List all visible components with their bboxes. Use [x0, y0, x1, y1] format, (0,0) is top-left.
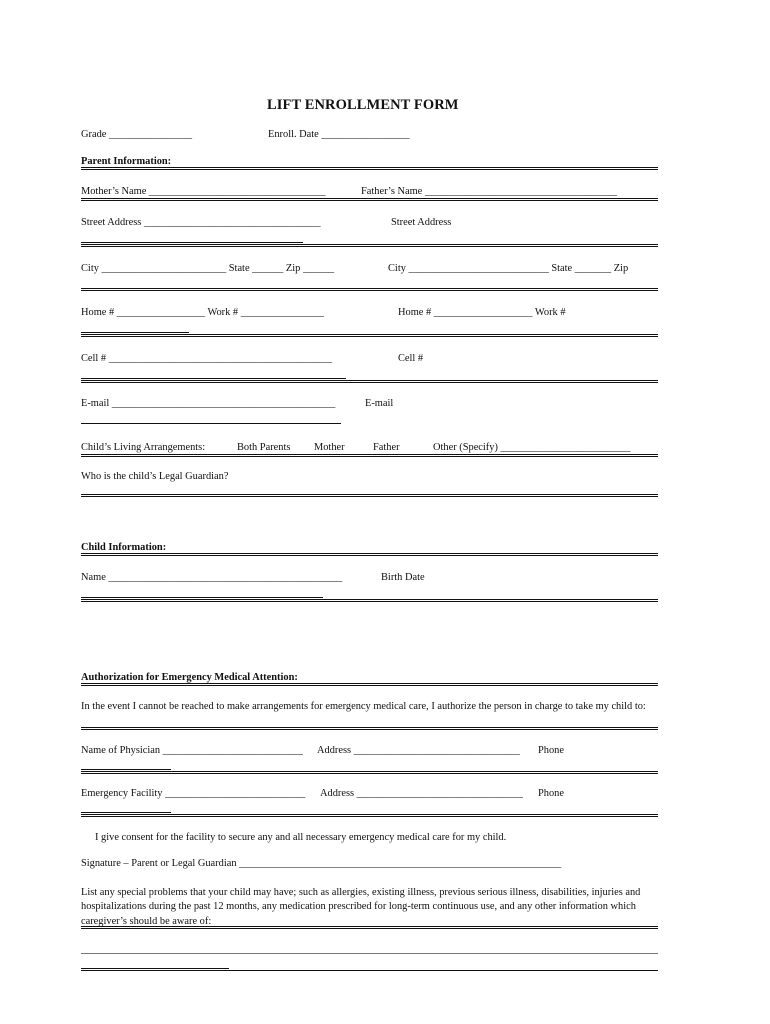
section-rule [81, 553, 658, 556]
name-line [81, 597, 323, 598]
guardian-answer-line[interactable] [81, 494, 658, 497]
physician-line [81, 769, 171, 770]
special-problems-answer-line[interactable] [81, 968, 229, 969]
work-line [81, 332, 189, 333]
row-rule [81, 288, 658, 291]
living-option-father[interactable]: Father [373, 442, 400, 453]
child-section-heading: Child Information: [81, 542, 167, 553]
row-rule [81, 926, 658, 929]
section-rule [81, 167, 658, 170]
consent-statement: I give consent for the facility to secure any and all necessary emergency medical care for my child. [95, 832, 507, 843]
mother-home-work-field[interactable]: Home # _________________ Work # ________________ [81, 307, 324, 318]
emergency-facility-field[interactable]: Emergency Facility ___________________________ [81, 788, 306, 799]
fathers-name-field[interactable]: Father’s Name _____________________________________ [361, 186, 618, 197]
physician-address-field[interactable]: Address ________________________________ [317, 745, 520, 756]
child-name-field[interactable]: Name _____________________________________________ [81, 572, 343, 583]
birth-date-field[interactable]: Birth Date [381, 572, 425, 583]
physician-name-field[interactable]: Name of Physician ___________________________ [81, 745, 303, 756]
guardian-signature-field[interactable]: Signature – Parent or Legal Guardian ______________________________________________________________ [81, 858, 562, 869]
special-problems-answer-line[interactable] [81, 953, 658, 954]
father-city-state-zip-field[interactable]: City ___________________________ State _______ Zip [388, 263, 629, 274]
row-rule [81, 454, 658, 457]
parent-section-heading: Parent Information: [81, 156, 172, 167]
physician-phone-field[interactable]: Phone [538, 745, 564, 756]
living-option-other[interactable]: Other (Specify) _________________________ [433, 442, 631, 453]
facility-address-field[interactable]: Address ________________________________ [320, 788, 523, 799]
form-title: LIFT ENROLLMENT FORM [267, 97, 459, 113]
row-rule [81, 198, 658, 201]
row-rule [81, 814, 658, 817]
living-option-mother[interactable]: Mother [314, 442, 345, 453]
facility-line [81, 812, 171, 813]
authorization-section-heading: Authorization for Emergency Medical Attention: [81, 672, 298, 683]
cell-line [81, 378, 346, 379]
living-arrangements-label: Child’s Living Arrangements: [81, 442, 206, 453]
row-rule [81, 334, 658, 337]
row-rule [81, 771, 658, 774]
special-problems-prompt: List any special problems that your child may have; such as allergies, existing illness, previous serious illness, disabilities, injuries and hospitalizations during the past 12 months, any medication prescribed for long-term continuous use, and any other information which caregiver’s should be aware of: [81, 887, 641, 927]
row-rule [81, 727, 658, 730]
authorization-statement: In the event I cannot be reached to make arrangements for emergency medical care, I authorize the person in charge to take my child to: [81, 701, 646, 712]
mother-email-field[interactable]: E-mail ___________________________________________ [81, 398, 336, 409]
special-problems-answer-line[interactable] [81, 970, 658, 971]
mother-city-state-zip-field[interactable]: City ________________________ State ______ Zip ______ [81, 263, 335, 274]
row-rule [81, 244, 658, 247]
father-email-field[interactable]: E-mail [365, 398, 394, 409]
grade-field[interactable]: Grade ________________ [81, 129, 193, 140]
mothers-name-field[interactable]: Mother’s Name __________________________________ [81, 186, 326, 197]
father-cell-field[interactable]: Cell # [398, 353, 424, 364]
zip-line [81, 290, 114, 291]
row-rule [81, 380, 658, 383]
father-home-work-field[interactable]: Home # ___________________ Work # [398, 307, 566, 318]
section-rule [81, 683, 658, 686]
row-rule [81, 599, 658, 602]
mother-cell-field[interactable]: Cell # ___________________________________________ [81, 353, 333, 364]
father-street-address-field[interactable]: Street Address [391, 217, 452, 228]
enroll-date-field[interactable]: Enroll. Date _________________ [268, 129, 410, 140]
living-option-both-parents[interactable]: Both Parents [237, 442, 291, 453]
legal-guardian-question: Who is the child’s Legal Guardian? [81, 471, 229, 482]
facility-phone-field[interactable]: Phone [538, 788, 564, 799]
address-line [81, 242, 303, 243]
email-line [81, 423, 341, 424]
mother-street-address-field[interactable]: Street Address __________________________________ [81, 217, 321, 228]
